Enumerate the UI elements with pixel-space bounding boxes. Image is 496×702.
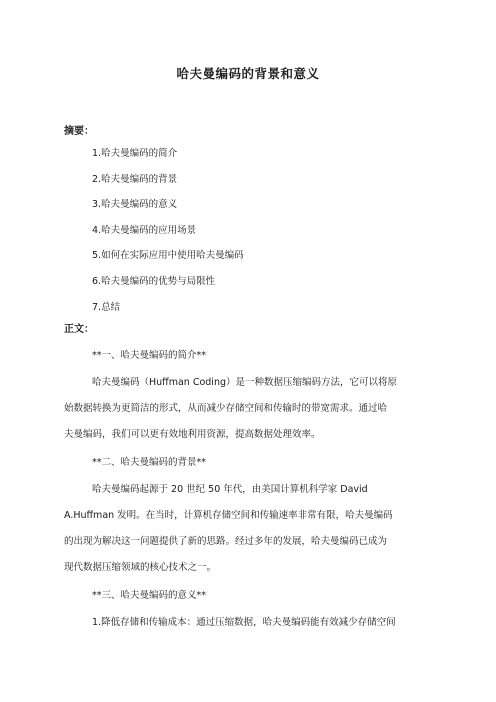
paragraph-line: 哈夫曼编码（Huffman Coding）是一种数据压缩编码方法，它可以将原	[92, 377, 397, 388]
body-label: 正文：	[64, 324, 94, 335]
toc-item: 4.哈夫曼编码的应用场景	[92, 224, 197, 236]
table-of-contents	[92, 147, 244, 326]
toc-item: 5.如何在实际应用中使用哈夫曼编码	[92, 250, 244, 262]
toc-item: 3.哈夫曼编码的意义	[92, 199, 178, 211]
section-heading-significance: **三、哈夫曼编码的意义**	[92, 590, 207, 601]
toc-item: 2.哈夫曼编码的背景	[92, 173, 178, 185]
paragraph-line: 的出现为解决这一问题提供了新的思路。经过多年的发展，哈夫曼编码已成为	[64, 536, 388, 547]
toc-item: 6.哈夫曼编码的优势与局限性	[92, 275, 216, 287]
paragraph-line: A.Huffman 发明。在当时，计算机存储空间和传输速率非常有限，哈夫曼编码	[64, 510, 393, 521]
abstract-label: 摘要：	[64, 126, 94, 137]
paragraph-line: 哈夫曼编码起源于 20 世纪 50 年代，由美国计算机科学家 David	[92, 484, 368, 495]
section-heading-intro: **一、哈夫曼编码的简介**	[92, 350, 207, 361]
toc-item: 7.总结	[92, 301, 121, 313]
section-heading-background: **二、哈夫曼编码的背景**	[92, 457, 207, 468]
document-title: 哈夫曼编码的背景和意义	[176, 66, 320, 81]
paragraph-line: 1.降低存储和传输成本：通过压缩数据，哈夫曼编码能有效减少存储空间	[92, 617, 396, 628]
paragraph-line: 始数据转换为更简洁的形式，从而减少存储空间和传输时的带宽需求。通过哈	[64, 403, 388, 414]
paragraph-line: 现代数据压缩领域的核心技术之一。	[64, 562, 217, 573]
toc-item: 1.哈夫曼编码的简介	[92, 148, 178, 159]
paragraph-line: 夫曼编码，我们可以更有效地利用资源，提高数据处理效率。	[64, 429, 321, 440]
